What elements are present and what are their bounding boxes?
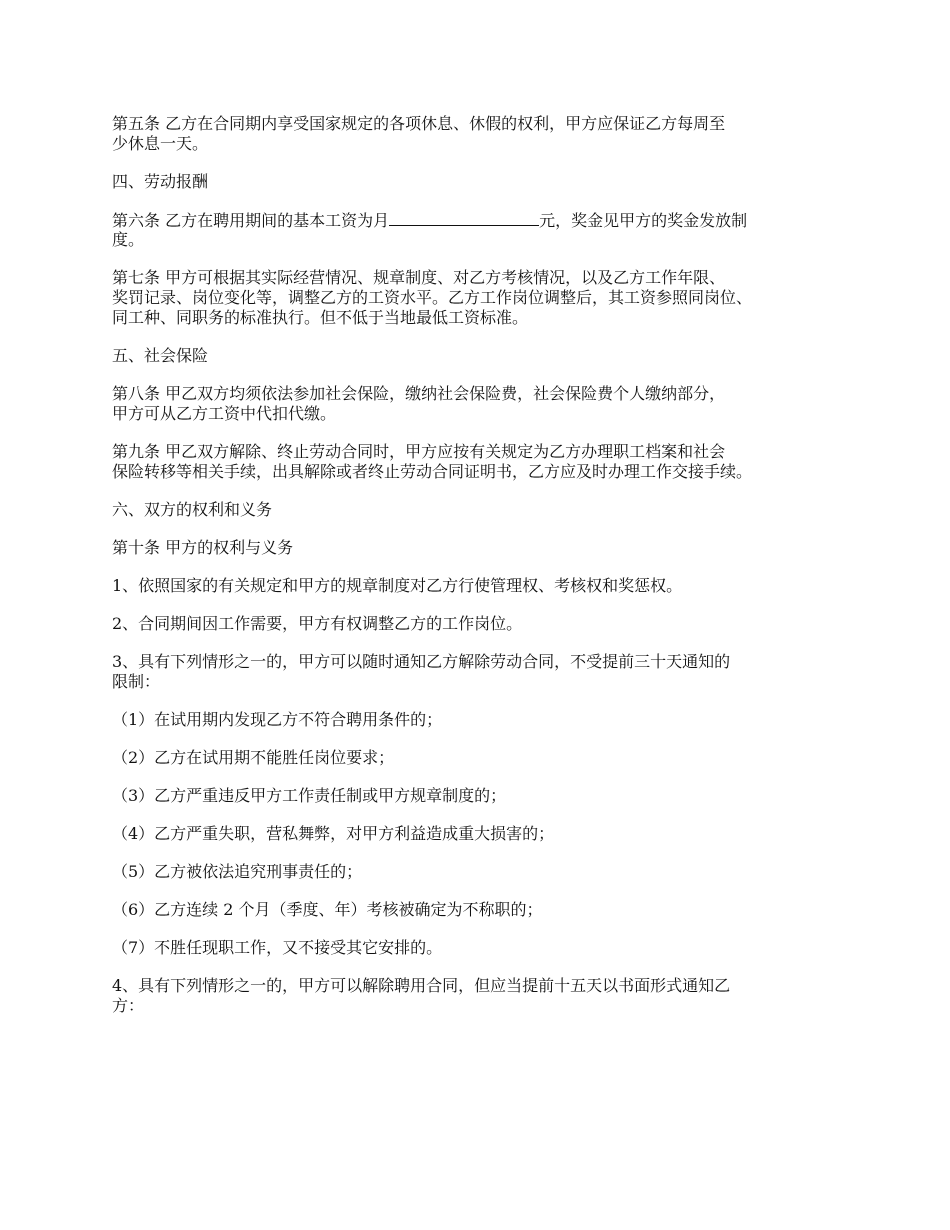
text-line — [112, 210, 857, 230]
paragraph — [112, 786, 857, 806]
paragraph — [112, 384, 857, 424]
text-line: 保险转移等相关手续，出具解除或者终止劳动合同证明书，乙方应及时办理工作交接手续。 — [112, 462, 753, 481]
text-line: （2）乙方在试用期不能胜任岗位要求； — [112, 748, 395, 767]
paragraph — [112, 500, 857, 520]
text-line: 五、社会保险 — [112, 346, 209, 365]
text-line: 限制： — [112, 672, 161, 691]
text-line: （3）乙方严重违反甲方工作责任制或甲方规章制度的； — [112, 786, 507, 805]
paragraph — [112, 976, 857, 1016]
paragraph — [112, 172, 857, 192]
text-line: 3、具有下列情形之一的，甲方可以随时通知乙方解除劳动合同，不受提前三十天通知的 — [112, 652, 731, 671]
text-line: 同工种、同职务的标准执行。但不低于当地最低工资标准。 — [112, 308, 529, 327]
text-line: 四、劳动报酬 — [112, 172, 209, 191]
paragraph — [112, 210, 857, 250]
text-line: 第九条 甲乙双方解除、终止劳动合同时，甲方应按有关规定为乙方办理职工档案和社会 — [112, 442, 726, 461]
text-line: 度。 — [112, 230, 145, 249]
paragraph — [112, 862, 857, 882]
paragraph — [112, 268, 857, 328]
text-line: （1）在试用期内发现乙方不符合聘用条件的； — [112, 710, 443, 729]
paragraph — [112, 652, 857, 692]
document-page — [112, 114, 857, 1034]
text-segment: 元，奖金见甲方的奖金发放制 — [539, 211, 748, 230]
paragraph — [112, 576, 857, 596]
paragraph — [112, 538, 857, 558]
text-line: 甲方可从乙方工资中代扣代缴。 — [112, 404, 337, 423]
text-line: （6）乙方连续 2 个月（季度、年）考核被确定为不称职的； — [112, 900, 543, 919]
paragraph — [112, 442, 857, 482]
text-line: 2、合同期间因工作需要，甲方有权调整乙方的工作岗位。 — [112, 614, 523, 633]
text-line: 第八条 甲乙双方均须依法参加社会保险，缴纳社会保险费，社会保险费个人缴纳部分， — [112, 384, 726, 403]
text-line: 第七条 甲方可根据其实际经营情况、规章制度、对乙方考核情况，以及乙方工作年限、 — [112, 268, 726, 287]
text-line: （7）不胜任现职工作，又不接受其它安排的。 — [112, 938, 443, 957]
paragraph — [112, 346, 857, 366]
paragraph — [112, 900, 857, 920]
text-segment: 第六条 乙方在聘用期间的基本工资为月 — [112, 211, 390, 230]
text-line: 第十条 甲方的权利与义务 — [112, 538, 294, 557]
text-line: 少休息一天。 — [112, 134, 209, 153]
salary-blank-line[interactable] — [389, 210, 539, 226]
paragraph — [112, 748, 857, 768]
paragraph — [112, 824, 857, 844]
paragraph — [112, 114, 857, 154]
text-line: 第五条 乙方在合同期内享受国家规定的各项休息、休假的权利，甲方应保证乙方每周至 — [112, 114, 726, 133]
text-line: （5）乙方被依法追究刑事责任的； — [112, 862, 363, 881]
text-line: 方： — [112, 996, 145, 1015]
text-line: 4、具有下列情形之一的，甲方可以解除聘用合同，但应当提前十五天以书面形式通知乙 — [112, 976, 731, 995]
text-line: （4）乙方严重失职，营私舞弊，对甲方利益造成重大损害的； — [112, 824, 555, 843]
text-line: 1、依照国家的有关规定和甲方的规章制度对乙方行使管理权、考核权和奖惩权。 — [112, 576, 683, 595]
paragraph — [112, 938, 857, 958]
text-line: 六、双方的权利和义务 — [112, 500, 273, 519]
paragraph — [112, 614, 857, 634]
text-line: 奖罚记录、岗位变化等，调整乙方的工资水平。乙方工作岗位调整后，其工资参照同岗位、 — [112, 288, 753, 307]
paragraph — [112, 710, 857, 730]
